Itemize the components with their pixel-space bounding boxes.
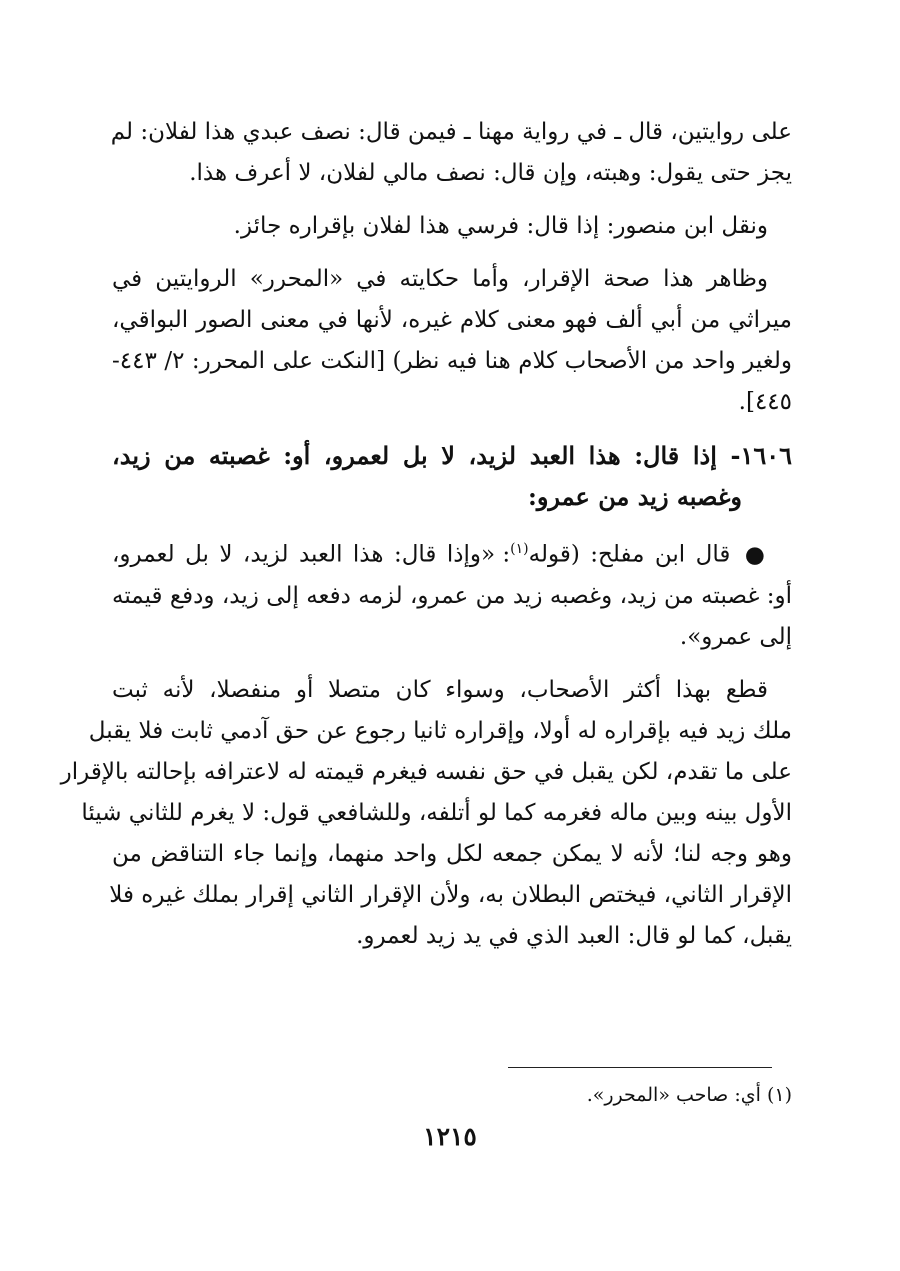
text-line: الأول بينه وبين ماله فغرمه كما لو أتلفه، وللشافعي قول: لا يغرم للثاني شيئا [81,799,792,826]
text-line: قطع بهذا أكثر الأصحاب، وسواء كان متصلا أو منفصلا، لأنه ثبت [112,676,768,703]
text-line: ولغير واحد من الأصحاب كلام هنا فيه نظر) [النكت على المحرر: ٢/ ٤٤٣- [112,348,793,374]
text-line: ٤٤٥]. [738,389,792,415]
paragraph-3 [112,259,792,423]
main-text [60,112,793,969]
text-line: ونقل ابن منصور: إذا قال: فرسي هذا لفلان بإقراره جائز. [233,213,768,239]
quote-text: قال ابن مفلح: (قوله [528,541,731,568]
text-line: على روايتين، قال ـ في رواية مهنا ـ فيمن قال: نصف عبدي هذا لفلان: لم [110,119,792,145]
text-line: وهو وجه لنا؛ لأنه لا يمكن جمعه لكل واحد منهما، وإنما جاء التناقض من [112,840,792,867]
text-line: يجز حتى يقول: وهبته، وإن قال: نصف مالي لفلان، لا أعرف هذا. [189,160,792,186]
text-line: على ما تقدم، لكن يقبل في حق نفسه فيغرم قيمته له لاعترافه بإحالته بالإقرار [60,758,792,785]
paragraph-1 [112,112,792,194]
text-line: ملك زيد فيه بإقراره له أولا، وإقراره ثانيا رجوع عن حق آدمي ثابت فلا يقبل [88,717,792,744]
body-paragraph [60,670,792,957]
section-number: ١٦٠٦- [730,441,793,470]
text-line: وظاهر هذا صحة الإقرار، وأما حكايته في «المحرر» الروايتين في [112,266,768,292]
heading-text: إذا قال: هذا العبد لزيد، لا بل لعمرو، أو: غصبته من زيد، [112,441,717,470]
paragraph-2 [112,206,792,247]
heading-line: وغصبه زيد من عمرو: [527,482,742,511]
page-number: ١٢١٥ [423,1122,477,1151]
text-line: الإقرار الثاني، فيختص البطلان به، ولأن الإقرار الثاني إقرار بملك غيره فلا [109,881,792,908]
footnote: (١) أي: صاحب «المحرر». [586,1084,792,1106]
text-line [112,529,792,576]
footnote-reference[interactable]: (١) [510,541,529,557]
footnote-divider [508,1067,772,1068]
heading-line [112,435,792,476]
quote-paragraph [112,529,792,658]
quote-text: : «وإذا قال: هذا العبد لزيد، لا بل لعمرو، [112,541,511,568]
text-line: إلى عمرو». [679,623,792,650]
text-line: ميراثي من أبي ألف فهو معنى كلام غيره، لأنها في معنى الصور البواقي، [112,307,792,333]
text-line: يقبل، كما لو قال: العبد الذي في يد زيد لعمرو. [356,922,792,949]
text-line: أو: غصبته من زيد، وغصبه زيد من عمرو، لزمه دفعه إلى زيد، ودفع قيمته [112,582,792,609]
bullet-icon: ● [744,541,768,568]
section-heading [112,435,792,517]
